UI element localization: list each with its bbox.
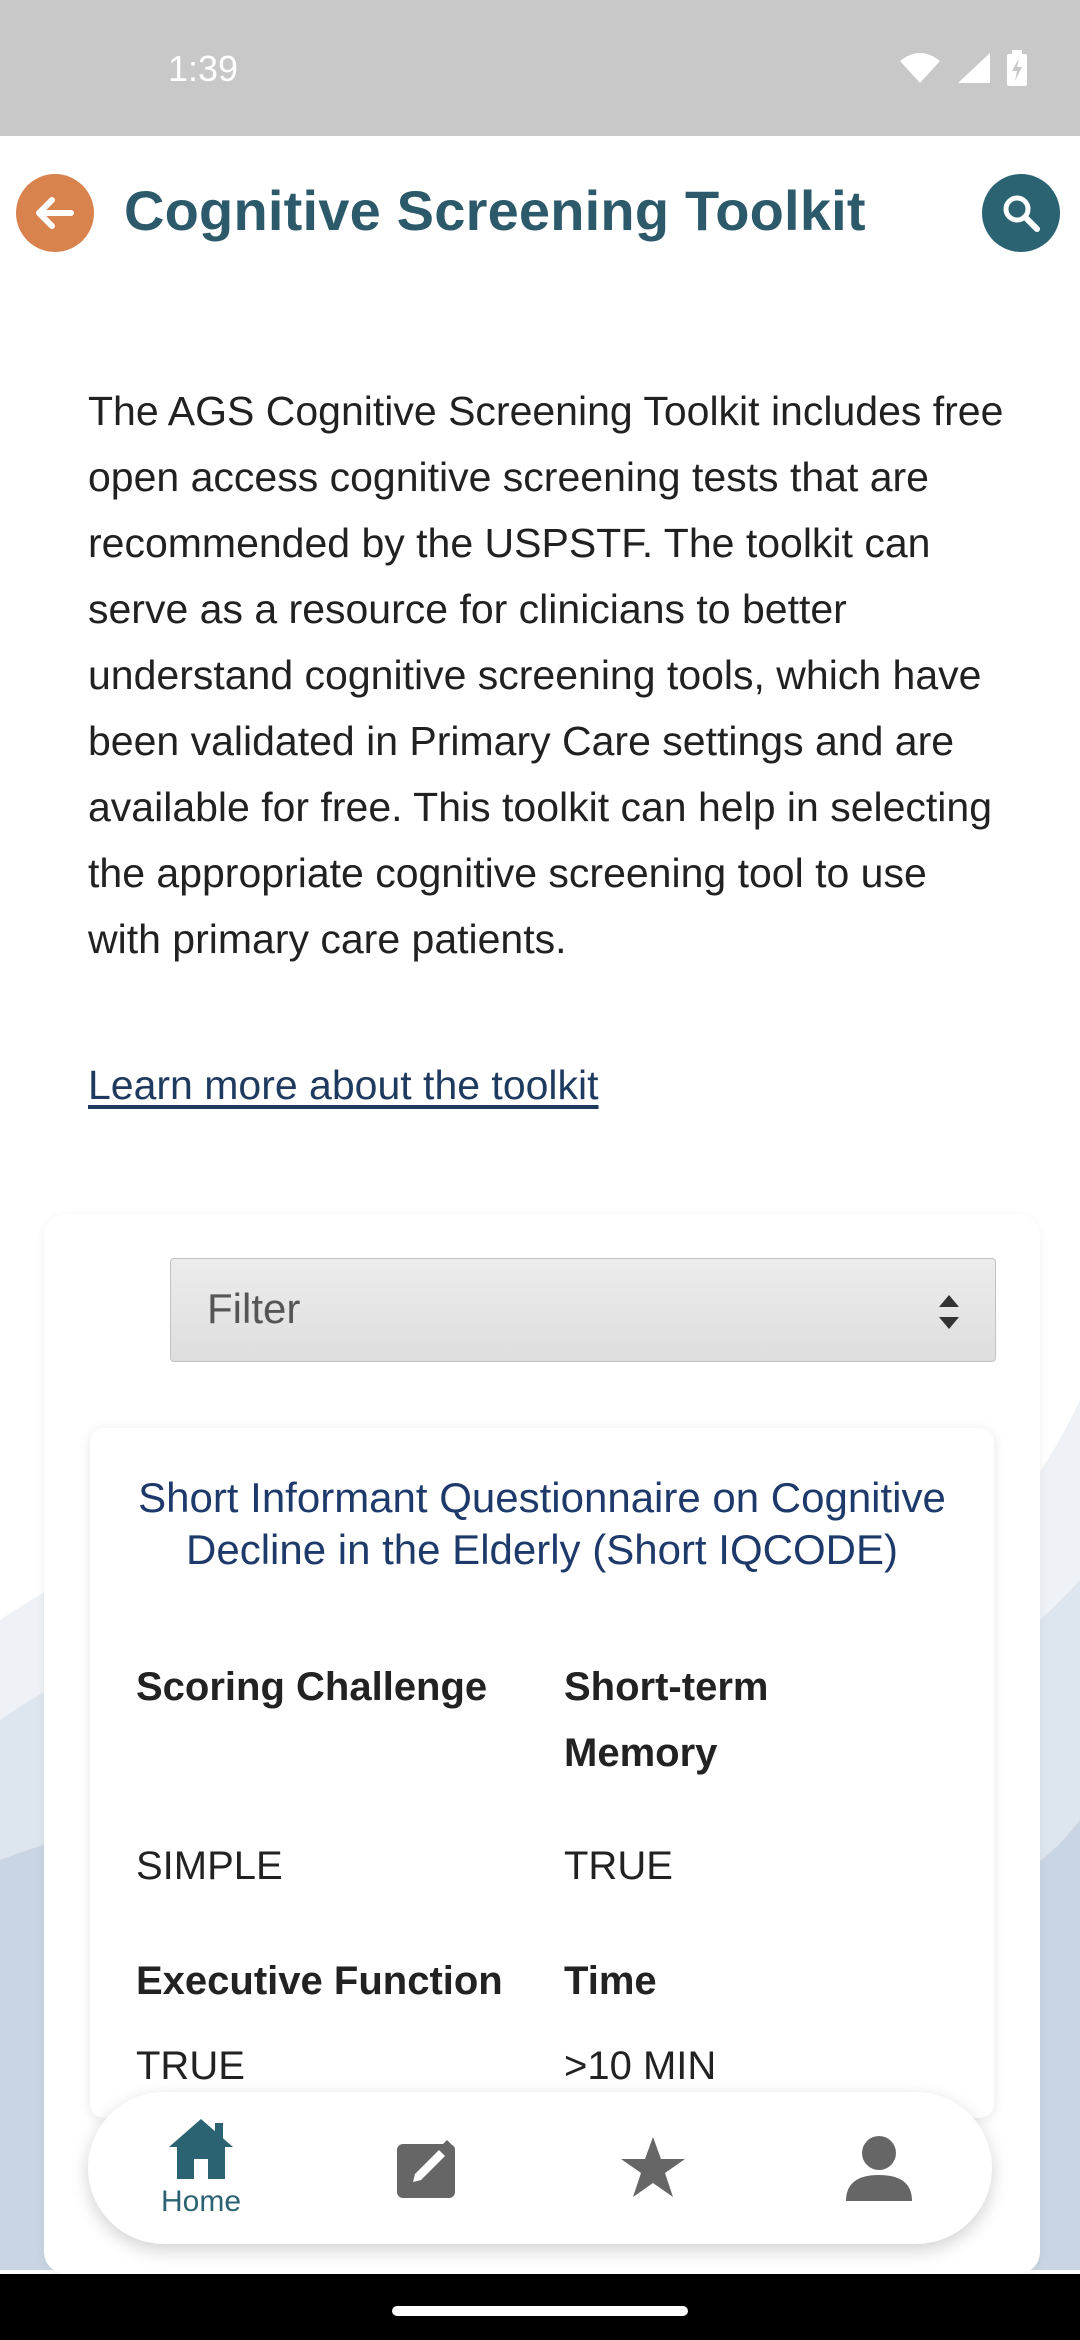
nav-item-home[interactable] — [88, 2092, 314, 2244]
status-time: 1:39 — [168, 48, 239, 89]
nav-item-favorites[interactable] — [540, 2092, 766, 2244]
status-bar — [0, 0, 1080, 136]
home-gesture-pill[interactable] — [392, 2306, 688, 2316]
attr-label-short-term-memory: Short-term Memory — [564, 1665, 769, 1775]
battery-charging-icon — [1006, 50, 1028, 86]
signal-icon — [956, 51, 992, 85]
tool-card[interactable] — [90, 1428, 994, 2118]
attr-value-executive-function: TRUE — [136, 2044, 245, 2088]
search-icon — [1000, 192, 1042, 234]
sort-arrows-icon — [937, 1293, 961, 1331]
intro-text: The AGS Cognitive Screening Toolkit includes free open access cognitive screening tests that are recommended by the USPSTF. The toolkit can serve as a resource for clinicians to better understand cognitive screening tools, which have been validated in Primary Care settings and are available for free. This toolkit can help in selecting the appropriate cognitive screening tool to use with primary care patients. — [88, 388, 1004, 962]
filter-label: Filter — [207, 1285, 301, 1332]
bottom-nav — [88, 2092, 992, 2244]
page-title: Cognitive Screening Toolkit — [124, 179, 866, 242]
person-icon — [844, 2133, 914, 2203]
home-icon — [167, 2117, 235, 2181]
attr-value-time: >10 MIN — [564, 2044, 717, 2088]
learn-more-link[interactable]: Learn more about the toolkit — [88, 1062, 599, 1108]
attr-label-scoring-challenge: Scoring Challenge — [136, 1665, 488, 1709]
wifi-icon — [898, 51, 942, 85]
system-gesture-bar — [0, 2274, 1080, 2340]
filter-select[interactable] — [170, 1258, 996, 1362]
search-button[interactable] — [982, 174, 1060, 252]
arrow-left-icon — [35, 196, 75, 230]
edit-note-icon — [395, 2136, 459, 2200]
attr-value-scoring-challenge: SIMPLE — [136, 1844, 283, 1888]
star-icon — [619, 2135, 687, 2201]
attr-label-executive-function: Executive Function — [136, 1959, 503, 2003]
tool-card-title[interactable]: Short Informant Questionnaire on Cognitive Decline in the Elderly (Short IQCODE) — [138, 1474, 946, 1573]
nav-item-profile[interactable] — [766, 2092, 992, 2244]
nav-label-home: Home — [160, 2185, 242, 2218]
nav-item-notes[interactable] — [314, 2092, 540, 2244]
attr-value-short-term-memory: TRUE — [564, 1844, 673, 1888]
status-icons — [898, 50, 1028, 86]
app-header — [0, 136, 1080, 296]
back-button[interactable] — [16, 174, 94, 252]
attr-label-time: Time — [564, 1959, 657, 2003]
